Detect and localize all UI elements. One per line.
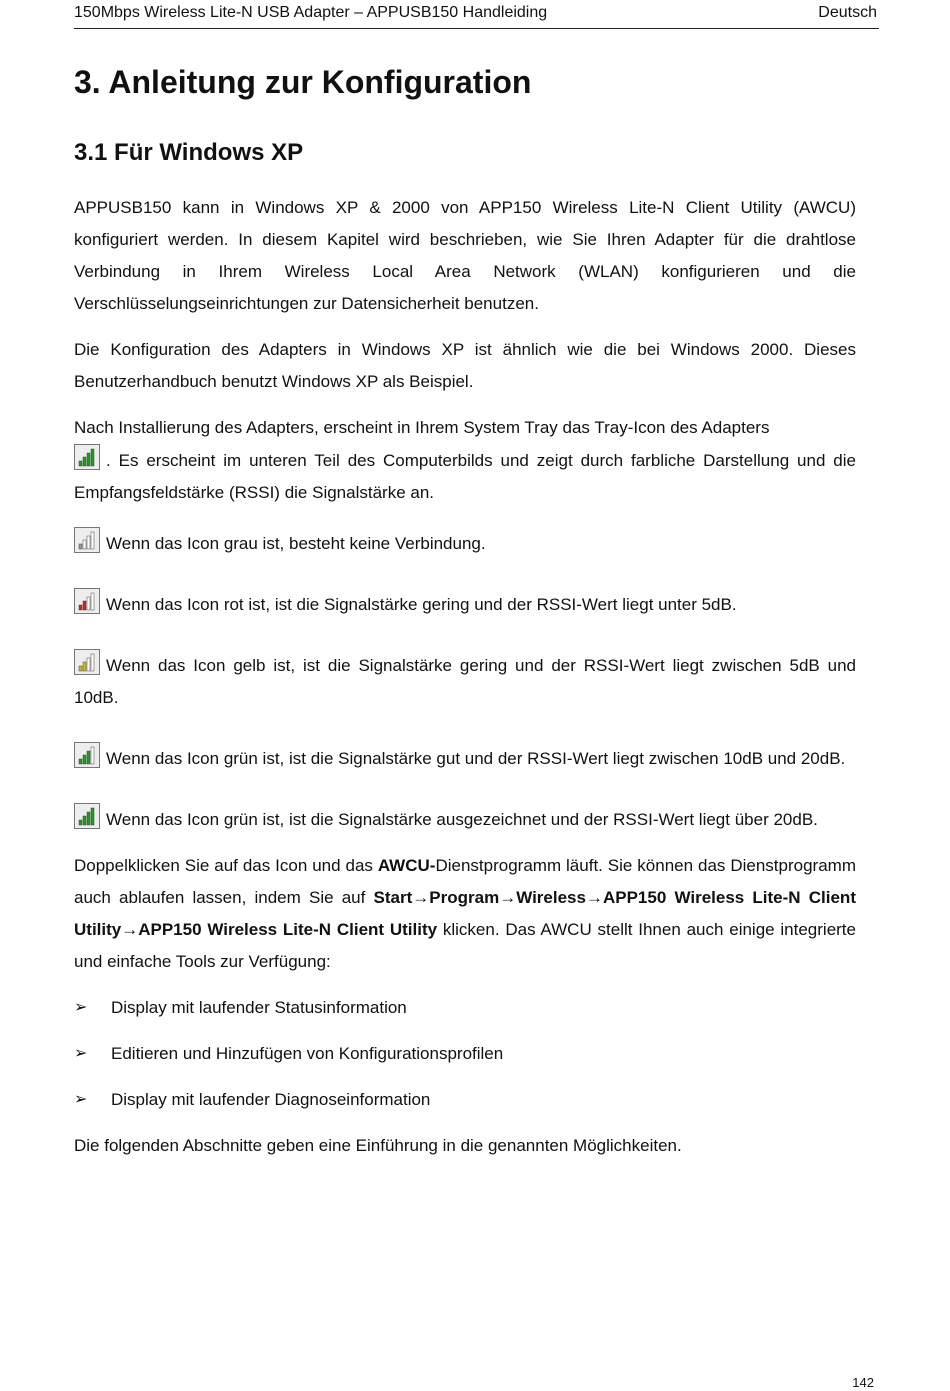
header-language: Deutsch xyxy=(818,4,877,21)
signal-gray-icon xyxy=(74,527,100,553)
page-content xyxy=(74,58,856,1162)
intro-paragraph: APPUSB150 kann in Windows XP & 2000 von APP150 Wireless Lite-N Client Utility (AWCU) konfiguriert werden. In diesem Kapitel wird beschrieben, wie Sie Ihren Adapter für die drahtlose Verbindung in Ihrem Wireless Local Area Network (WLAN) konfigurieren und die Verschlüsselungseinrichtungen zur Datensicherheit benutzen. xyxy=(74,198,856,313)
doubleclick-paragraph xyxy=(74,850,856,978)
feature-item-status: ➢ Display mit laufender Statusinformation xyxy=(74,992,856,1024)
header-title: 150Mbps Wireless Lite-N USB Adapter – APPUSB150 Handleiding xyxy=(74,4,548,21)
signal-status-text: Wenn das Icon grün ist, ist die Signalstärke ausgezeichnet und der RSSI-Wert liegt über 20dB. xyxy=(106,810,818,829)
signal-status-text: Wenn das Icon gelb ist, ist die Signalstärke gering und der RSSI-Wert liegt zwischen 5dB und 10dB. xyxy=(74,656,856,707)
tray-paragraph xyxy=(74,412,856,509)
signal-status-text: Wenn das Icon rot ist, ist die Signalstärke gering und der RSSI-Wert liegt unter 5dB. xyxy=(106,595,737,614)
signal-yellow-icon xyxy=(74,649,100,675)
page-number: 142 xyxy=(852,1375,874,1390)
signal-green-full-icon xyxy=(74,803,100,829)
feature-item-profiles: ➢ Editieren und Hinzufügen von Konfigurationsprofilen xyxy=(74,1038,856,1070)
bullet-arrow-icon: ➢ xyxy=(74,1045,88,1062)
feature-list xyxy=(74,992,856,1116)
doubleclick-text-2: Dienstprogramm läuft. Sie können das Dienstprogramm auch ablaufen lassen, indem Sie auf xyxy=(74,856,856,907)
similar-paragraph: Die Konfiguration des Adapters in Windows XP ist ähnlich wie die bei Windows 2000. Dieses Benutzerhandbuch benutzt Windows XP als Beispiel. xyxy=(74,340,856,391)
tray-paragraph-end: . Es erscheint im unteren Teil des Computerbilds und zeigt durch farbliche Darstellung und die Empfangsfeldstärke (RSSI) die Signalstärke an. xyxy=(74,451,856,502)
chapter-title: 3. Anleitung zur Konfiguration xyxy=(74,64,532,100)
signal-status-item xyxy=(74,803,856,836)
doubleclick-menu-path: Start→Program→Wireless→APP150 Wireless Lite-N Client Utility→APP150 Wireless Lite-N Client Utility xyxy=(74,888,856,939)
signal-status-text: Wenn das Icon grau ist, besteht keine Verbindung. xyxy=(106,534,486,553)
signal-status-item xyxy=(74,649,856,714)
signal-status-text: Wenn das Icon grün ist, ist die Signalstärke gut und der RSSI-Wert liegt zwischen 10dB und 20dB. xyxy=(106,749,846,768)
doubleclick-awcu: AWCU- xyxy=(377,856,436,875)
feature-item-diagnostics: ➢ Display mit laufender Diagnoseinformation xyxy=(74,1084,856,1116)
signal-status-item xyxy=(74,742,856,775)
signal-red-icon xyxy=(74,588,100,614)
signal-status-item xyxy=(74,588,856,621)
doubleclick-text-1: Doppelklicken Sie auf das Icon und das xyxy=(74,856,378,875)
signal-tray-icon xyxy=(74,444,100,470)
bullet-arrow-icon: ➢ xyxy=(74,1091,88,1108)
bullet-arrow-icon: ➢ xyxy=(74,999,88,1016)
closing-paragraph: Die folgenden Abschnitte geben eine Einführung in die genannten Möglichkeiten. xyxy=(74,1136,682,1155)
signal-status-list xyxy=(74,527,856,836)
signal-status-item xyxy=(74,527,856,560)
signal-green-icon xyxy=(74,742,100,768)
tray-paragraph-start: Nach Installierung des Adapters, erscheint in Ihrem System Tray das Tray-Icon des Adapters xyxy=(74,418,770,437)
doubleclick-text-3: klicken. Das AWCU stellt Ihnen auch einige integrierte und einfache Tools zur Verfügung: xyxy=(74,920,856,971)
section-title: 3.1 Für Windows XP xyxy=(74,139,304,166)
page-header xyxy=(74,2,879,29)
